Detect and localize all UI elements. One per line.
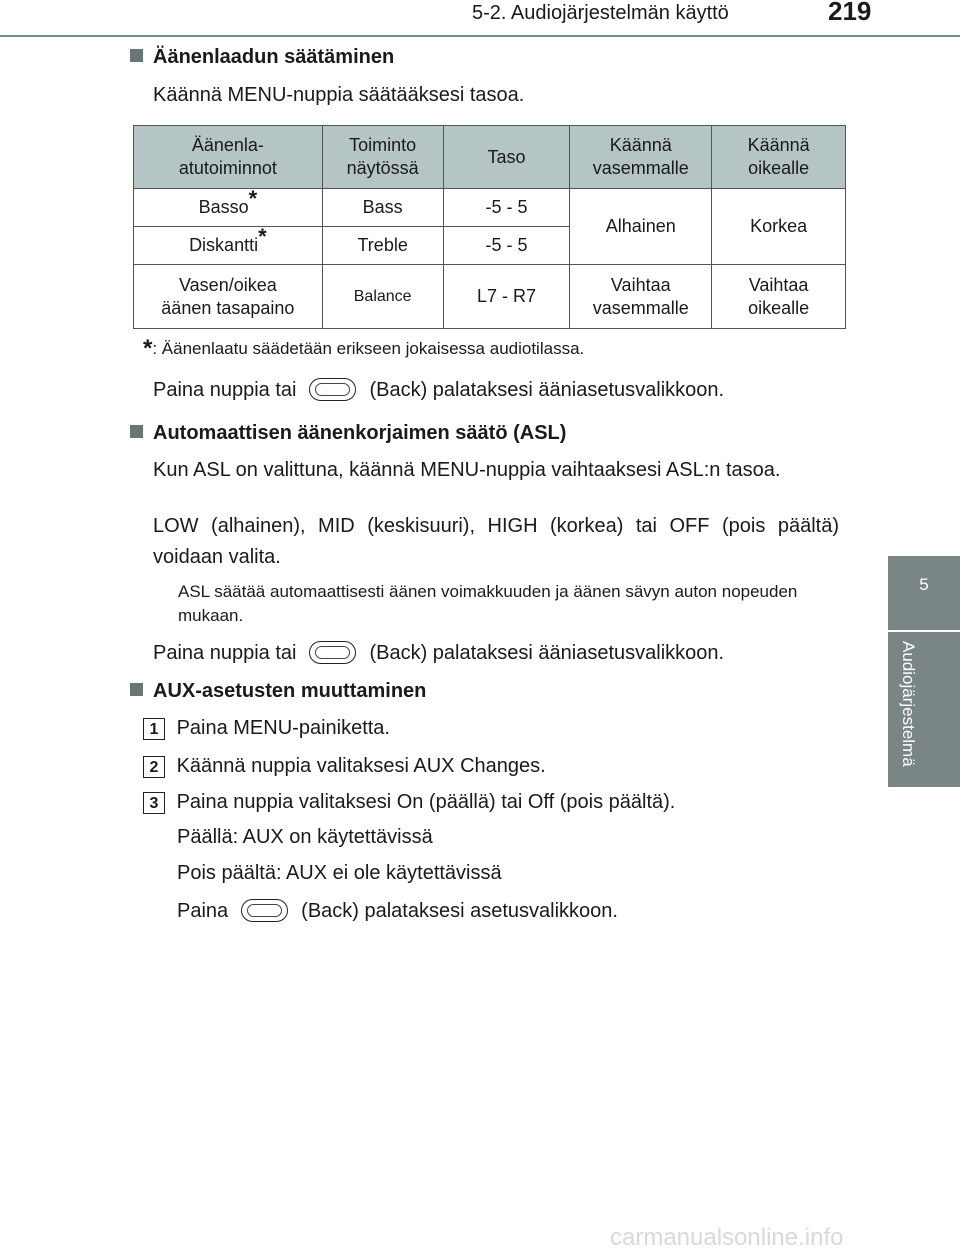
running-header: 5-2. Audiojärjestelmän käyttö [472,2,729,24]
table-cell: Vaihtaa vasemmalle [570,265,712,329]
chapter-tab-label: Audiojärjestelmä [899,641,918,767]
table-cell: Alhainen [570,189,712,265]
step-number-badge: 2 [143,756,165,778]
step-3: 3 Paina nuppia valitaksesi On (päällä) tai Off (pois päältä). [143,787,675,818]
aux-on-text: Päällä: AUX on käytettävissä [177,826,433,848]
aux-off-text: Pois päältä: AUX ei ole käytettävissä [177,862,502,884]
table-cell: Basso* [134,189,323,227]
table-cell: Diskantti* [134,227,323,265]
table-cell: -5 - 5 [443,189,570,227]
header-cell: Käännä oikealle [712,126,846,189]
table-cell: Treble [322,227,443,265]
back-instruction: Paina (Back) palataksesi asetusvalikkoon. [177,900,618,922]
square-bullet-icon [130,683,143,696]
table-cell: Balance [322,265,443,329]
table-cell: Vasen/oikea äänen tasapaino [134,265,323,329]
table-header-row [134,126,846,189]
table-cell: Vaihtaa oikealle [712,265,846,329]
back-button-icon [241,899,288,922]
chapter-tab-number: 5 [888,556,960,630]
step-2: 2 Käännä nuppia valitaksesi AUX Changes. [143,751,546,782]
header-cell: Toiminto näytössä [322,126,443,189]
back-button-icon [309,641,356,664]
table-row [134,265,846,329]
table-cell: Korkea [712,189,846,265]
header-cell: Taso [443,126,570,189]
footnote: *: Äänenlaatu säädetään erikseen jokaisessa audiotilassa. [143,335,585,362]
asl-paragraph-1: Kun ASL on valittuna, käännä MENU-nuppia vaihtaaksesi ASL:n tasoa. [153,459,781,481]
section-title-aux: AUX-asetusten muuttaminen [130,680,426,703]
step-number-badge: 1 [143,718,165,740]
square-bullet-icon [130,425,143,438]
square-bullet-icon [130,49,143,62]
section-title-sound-quality: Äänenlaadun säätäminen [130,46,394,69]
back-instruction: Paina nuppia tai (Back) palataksesi ääniasetusvalikkoon. [153,379,725,401]
table-cell: L7 - R7 [443,265,570,329]
header-cell: Käännä vasemmalle [570,126,712,189]
sound-quality-intro: Käännä MENU-nuppia säätääksesi tasoa. [153,84,525,106]
asl-note: ASL säätää automaattisesti äänen voimakkuuden ja äänen sävyn auton nopeuden mukaan. [178,582,798,625]
page-number: 219 [828,0,872,26]
back-instruction: Paina nuppia tai (Back) palataksesi ääniasetusvalikkoon. [153,642,725,664]
table-cell: Bass [322,189,443,227]
table-cell: -5 - 5 [443,227,570,265]
step-number-badge: 3 [143,792,165,814]
header-cell: Äänenla- atutoiminnot [134,126,323,189]
section-title-asl: Automaattisen äänenkorjaimen säätö (ASL) [130,422,566,445]
back-button-icon [309,378,356,401]
step-1: 1 Paina MENU-painiketta. [143,713,390,744]
sound-quality-table [133,125,846,329]
header-rule [0,35,960,37]
watermark: carmanualsonline.info [610,1224,844,1251]
asl-paragraph-2: LOW (alhainen), MID (keskisuuri), HIGH (korkea) tai OFF (pois päältä) voidaan valita. [153,515,839,568]
table-row [134,189,846,227]
